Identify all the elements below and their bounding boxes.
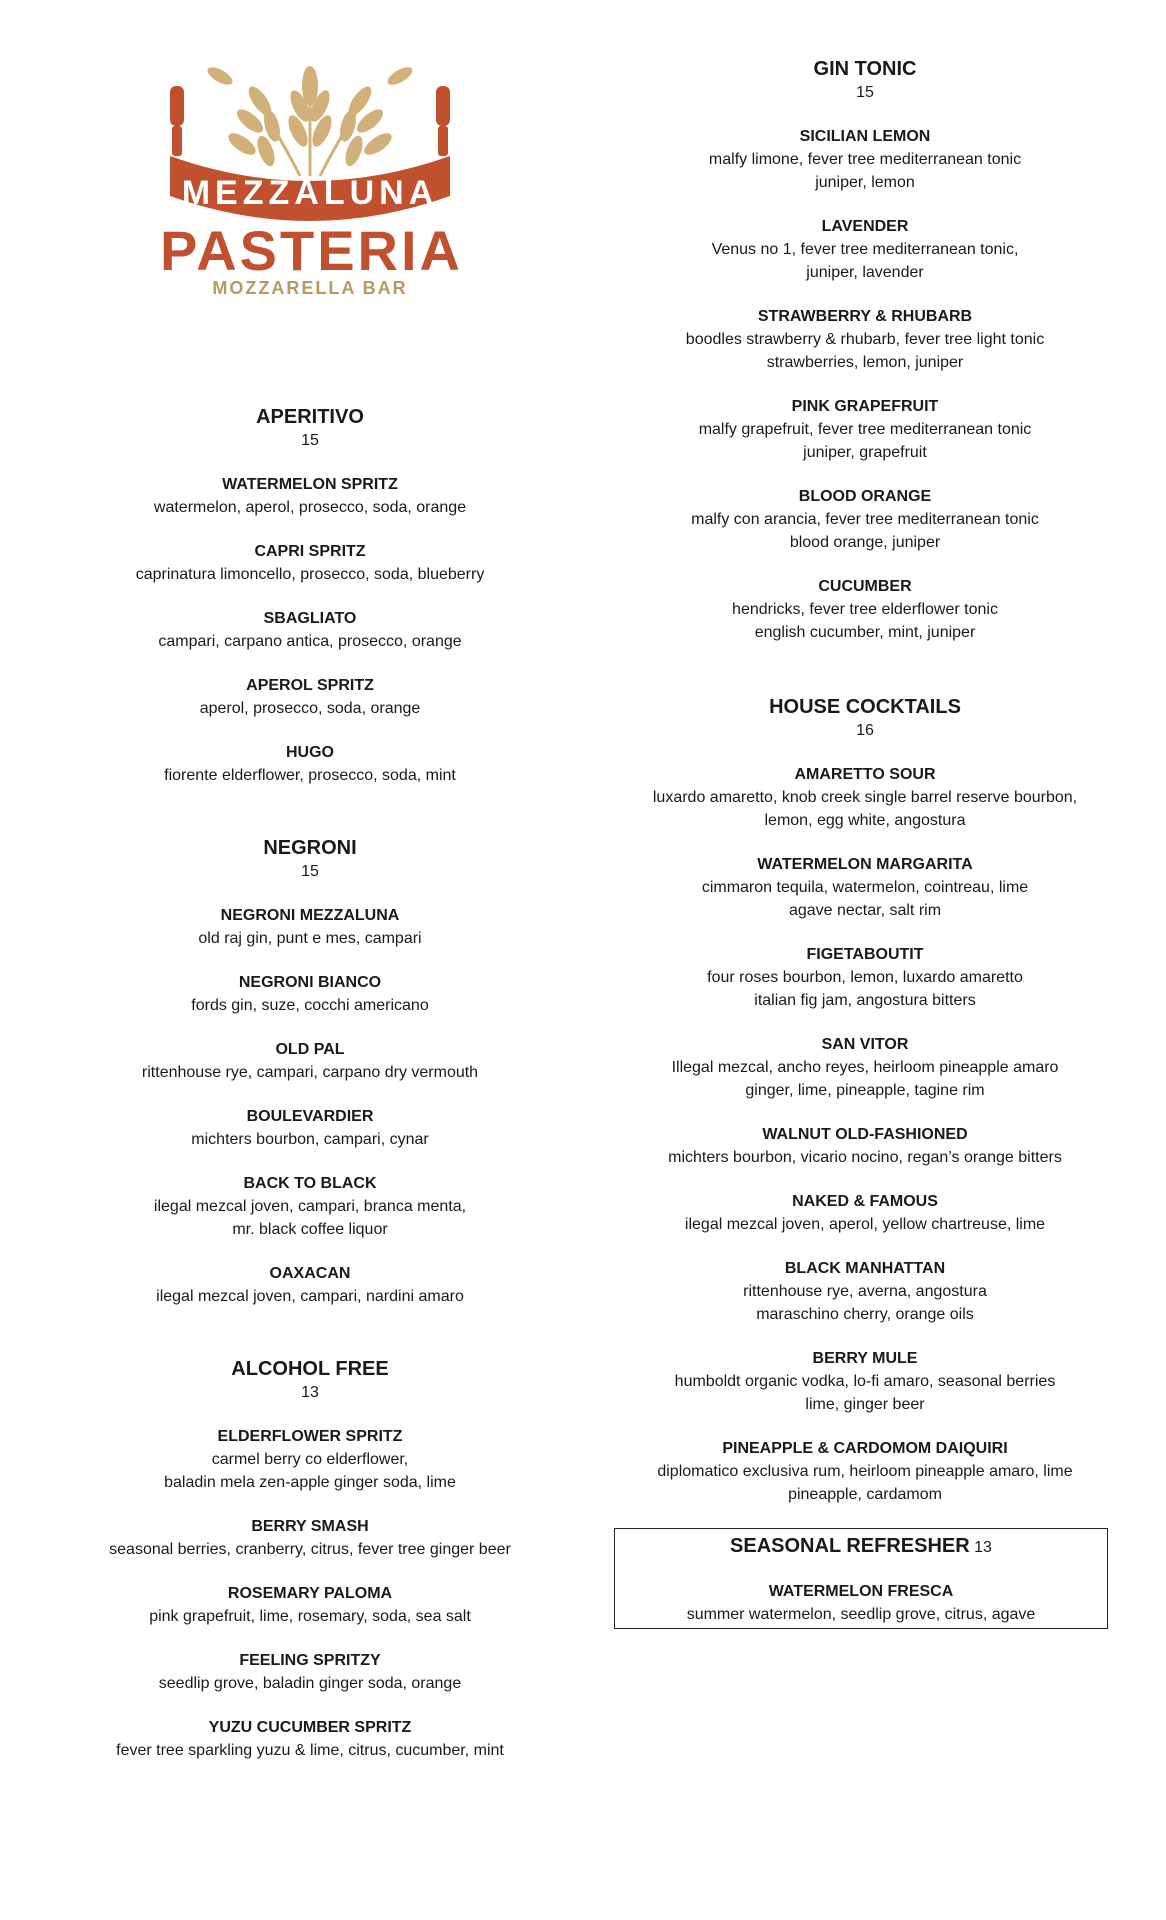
item-desc: cimmaron tequila, watermelon, cointreau, lime agave nectar, salt rim bbox=[701, 879, 1029, 919]
item-desc: caprinatura limoncello, prosecco, soda, blueberry bbox=[135, 566, 485, 583]
brand-name-main: PASTERIA bbox=[160, 219, 463, 282]
menu-item bbox=[600, 1348, 1130, 1416]
menu-item bbox=[60, 1263, 560, 1308]
section-title: HOUSE COCKTAILS bbox=[769, 696, 961, 718]
menu-item bbox=[600, 854, 1130, 922]
section-title: GIN TONIC bbox=[813, 58, 917, 80]
item-desc: Illegal mezcal, ancho reyes, heirloom pineapple amaro ginger, lime, pineapple, tagine rim bbox=[671, 1059, 1059, 1099]
item-name: FIGETABOUTIT bbox=[806, 946, 924, 963]
section-title: NEGRONI bbox=[263, 837, 357, 859]
menu-item bbox=[600, 576, 1130, 644]
item-desc: seedlip grove, baladin ginger soda, orange bbox=[158, 1675, 462, 1692]
item-name: PINK GRAPEFRUIT bbox=[791, 398, 939, 415]
item-desc: malfy grapefruit, fever tree mediterranean tonic juniper, grapefruit bbox=[698, 421, 1032, 461]
item-desc: diplomatico exclusiva rum, heirloom pineapple amaro, lime pineapple, cardamom bbox=[657, 1463, 1073, 1503]
section-price: 15 bbox=[301, 863, 319, 880]
section-alcohol-free bbox=[60, 1356, 560, 1762]
menu-item bbox=[600, 1124, 1130, 1169]
left-column bbox=[60, 56, 560, 1810]
item-desc: Venus no 1, fever tree mediterranean tonic, juniper, lavender bbox=[711, 241, 1019, 281]
menu-item bbox=[600, 126, 1130, 194]
item-desc: four roses bourbon, lemon, luxardo amaretto italian fig jam, angostura bitters bbox=[707, 969, 1023, 1009]
menu-item bbox=[60, 1106, 560, 1151]
item-desc: pink grapefruit, lime, rosemary, soda, sea salt bbox=[149, 1608, 471, 1625]
item-name: ROSEMARY PALOMA bbox=[227, 1585, 393, 1602]
item-desc: michters bourbon, campari, cynar bbox=[191, 1131, 429, 1148]
menu-item bbox=[600, 396, 1130, 464]
item-name: BERRY MULE bbox=[812, 1350, 918, 1367]
menu-item bbox=[600, 1034, 1130, 1102]
item-name: BLOOD ORANGE bbox=[798, 488, 932, 505]
item-desc: fiorente elderflower, prosecco, soda, mint bbox=[164, 767, 456, 784]
seasonal-title: SEASONAL REFRESHER bbox=[730, 1535, 970, 1557]
logo bbox=[160, 56, 463, 312]
item-name: BLACK MANHATTAN bbox=[784, 1260, 946, 1277]
section-aperitivo bbox=[60, 404, 560, 787]
item-name: BERRY SMASH bbox=[251, 1518, 369, 1535]
menu-item bbox=[60, 675, 560, 720]
menu-item bbox=[60, 972, 560, 1017]
item-desc: malfy con arancia, fever tree mediterranean tonic blood orange, juniper bbox=[691, 511, 1039, 551]
section-gin-tonic bbox=[600, 56, 1130, 644]
item-desc: old raj gin, punt e mes, campari bbox=[198, 930, 422, 947]
menu-item bbox=[60, 905, 560, 950]
item-name: ELDERFLOWER SPRITZ bbox=[217, 1428, 403, 1445]
item-desc: aperol, prosecco, soda, orange bbox=[199, 700, 421, 717]
item-desc: watermelon, aperol, prosecco, soda, orange bbox=[153, 499, 467, 516]
item-name: NAKED & FAMOUS bbox=[792, 1193, 938, 1210]
menu-item bbox=[60, 1039, 560, 1084]
item-desc: boodles strawberry & rhubarb, fever tree light tonic strawberries, lemon, juniper bbox=[685, 331, 1045, 371]
item-desc: campari, carpano antica, prosecco, orange bbox=[158, 633, 462, 650]
menu-item bbox=[600, 1258, 1130, 1326]
item-desc: luxardo amaretto, knob creek single barrel reserve bourbon, lemon, egg white, angostura bbox=[652, 789, 1078, 829]
item-desc: carmel berry co elderflower, baladin mela zen-apple ginger soda, lime bbox=[164, 1451, 456, 1491]
menu-item bbox=[600, 216, 1130, 284]
item-name: YUZU CUCUMBER SPRITZ bbox=[208, 1719, 412, 1736]
section-price: 15 bbox=[856, 84, 874, 101]
item-desc: ilegal mezcal joven, campari, nardini amaro bbox=[156, 1288, 464, 1305]
menu-item bbox=[60, 541, 560, 586]
menu-item bbox=[60, 1650, 560, 1695]
item-name: LAVENDER bbox=[821, 218, 909, 235]
section-negroni bbox=[60, 835, 560, 1308]
item-desc: humboldt organic vodka, lo-fi amaro, seasonal berries lime, ginger beer bbox=[674, 1373, 1056, 1413]
section-house-cocktails bbox=[600, 694, 1130, 1506]
menu-item bbox=[60, 742, 560, 787]
item-desc: michters bourbon, vicario nocino, regan’s orange bitters bbox=[668, 1149, 1062, 1166]
item-desc: fords gin, suze, cocchi americano bbox=[191, 997, 429, 1014]
item-desc: ilegal mezcal joven, aperol, yellow chartreuse, lime bbox=[684, 1216, 1046, 1233]
menu-item bbox=[615, 1581, 1107, 1626]
item-name: SAN VITOR bbox=[821, 1036, 909, 1053]
item-name: WATERMELON FRESCA bbox=[768, 1583, 954, 1600]
item-name: BOULEVARDIER bbox=[246, 1108, 374, 1125]
seasonal-price: 13 bbox=[974, 1539, 992, 1556]
item-name: BACK TO BLACK bbox=[243, 1175, 377, 1192]
menu-item bbox=[60, 1426, 560, 1494]
item-desc: hendricks, fever tree elderflower tonic english cucumber, mint, juniper bbox=[732, 601, 998, 641]
item-name: APEROL SPRITZ bbox=[246, 677, 374, 694]
item-desc: ilegal mezcal joven, campari, branca menta, mr. black coffee liquor bbox=[153, 1198, 467, 1238]
item-name: WATERMELON MARGARITA bbox=[757, 856, 973, 873]
menu-item bbox=[600, 944, 1130, 1012]
item-name: SICILIAN LEMON bbox=[799, 128, 931, 145]
section-price: 13 bbox=[301, 1384, 319, 1401]
item-name: OLD PAL bbox=[275, 1041, 345, 1058]
seasonal-refresher-box bbox=[614, 1528, 1108, 1629]
brand-name-top: MEZZALUNA bbox=[181, 174, 439, 212]
item-name: AMARETTO SOUR bbox=[794, 766, 936, 783]
menu-item bbox=[60, 1717, 560, 1762]
menu-item bbox=[60, 474, 560, 519]
right-column bbox=[600, 56, 1130, 1629]
section-price: 15 bbox=[301, 432, 319, 449]
menu-item bbox=[600, 1438, 1130, 1506]
item-desc: rittenhouse rye, averna, angostura maraschino cherry, orange oils bbox=[743, 1283, 987, 1323]
menu-item bbox=[600, 764, 1130, 832]
item-name: PINEAPPLE & CARDOMOM DAIQUIRI bbox=[722, 1440, 1008, 1457]
item-name: STRAWBERRY & RHUBARB bbox=[757, 308, 973, 325]
item-name: OAXACAN bbox=[269, 1265, 351, 1282]
item-name: FEELING SPRITZY bbox=[239, 1652, 381, 1669]
item-name: HUGO bbox=[286, 744, 334, 761]
brand-tagline: MOZZARELLA BAR bbox=[212, 278, 408, 298]
section-price: 16 bbox=[856, 722, 874, 739]
menu-item bbox=[60, 1583, 560, 1628]
item-name: CUCUMBER bbox=[818, 578, 912, 595]
item-name: WALNUT OLD-FASHIONED bbox=[762, 1126, 968, 1143]
menu-item bbox=[600, 1191, 1130, 1236]
menu-item bbox=[60, 1516, 560, 1561]
menu-item bbox=[60, 1173, 560, 1241]
menu-item bbox=[600, 486, 1130, 554]
menu-item bbox=[60, 608, 560, 653]
item-desc: seasonal berries, cranberry, citrus, fever tree ginger beer bbox=[109, 1541, 511, 1558]
item-name: NEGRONI BIANCO bbox=[238, 974, 382, 991]
item-name: WATERMELON SPRITZ bbox=[222, 476, 398, 493]
item-name: NEGRONI MEZZALUNA bbox=[220, 907, 400, 924]
item-desc: summer watermelon, seedlip grove, citrus, agave bbox=[686, 1606, 1036, 1623]
item-name: CAPRI SPRITZ bbox=[254, 543, 366, 560]
section-title: APERITIVO bbox=[256, 406, 364, 428]
item-desc: malfy limone, fever tree mediterranean tonic juniper, lemon bbox=[708, 151, 1022, 191]
item-desc: rittenhouse rye, campari, carpano dry vermouth bbox=[141, 1064, 479, 1081]
menu-item bbox=[600, 306, 1130, 374]
item-name: SBAGLIATO bbox=[263, 610, 357, 627]
section-title: ALCOHOL FREE bbox=[231, 1358, 389, 1380]
item-desc: fever tree sparkling yuzu & lime, citrus, cucumber, mint bbox=[116, 1742, 504, 1759]
